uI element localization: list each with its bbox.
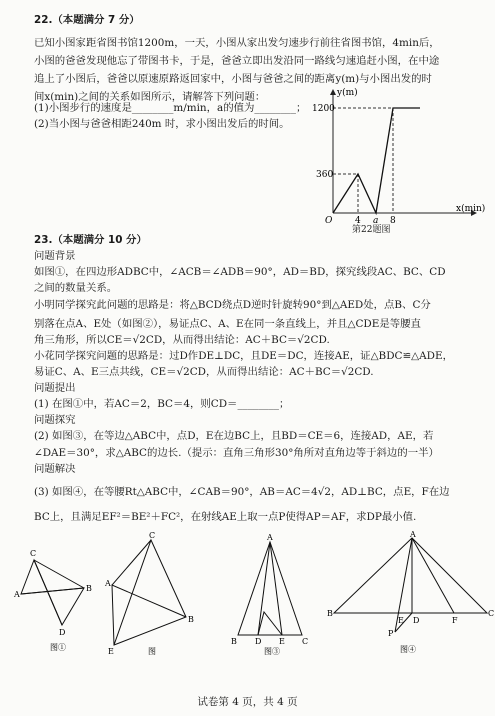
q22-question-1: (1)小图步行的速度是________m/min，a的值为________；: [34, 102, 307, 114]
figure-4: [326, 532, 495, 660]
fig3-segment-ae: [270, 542, 282, 635]
fig2-label-c: C: [149, 531, 156, 540]
fig4-label-e: E: [398, 616, 404, 625]
q22-line-4: 间x(min)之间的关系如图所示，请解答下列问题：: [34, 91, 266, 103]
fig3-triangle: [238, 542, 302, 635]
fig1-quadrilateral: [21, 560, 84, 625]
q23-bg-line-1: 如图①，在四边形ADBC中，∠ACB＝∠ADB＝90°，AD＝BD，探究线段AC、BC、CD: [34, 266, 446, 278]
fig1-label-d: D: [59, 628, 66, 637]
fig2-label-e: E: [108, 647, 114, 656]
q23-bg-line-6: 小花同学探究问题的思路是：过D作DE⊥DC，且DE＝DC，连接AE，证△BDC≌△ADE，: [34, 350, 453, 362]
x-tick-4: 4: [355, 216, 361, 226]
q23-subheading-raise: 问题提出: [34, 382, 76, 394]
fig3-label-a: A: [267, 533, 273, 542]
q22-heading: 22.（本题满分 7 分）: [34, 14, 140, 26]
fig4-label-a: A: [410, 530, 416, 539]
x-tick-a: a: [373, 216, 379, 226]
figure-2: [104, 530, 204, 660]
q23-part-1: (1) 在图①中，若AC＝2，BC＝4，则CD＝________；: [34, 398, 290, 410]
q23-bg-line-7: 易证C、A、E三点共线，CE＝√2CD，从而得出结论：AC＋BC＝√2CD.: [34, 366, 374, 378]
q22-figure-caption: 第22题图: [352, 225, 391, 235]
fig2-caption: 图: [148, 647, 156, 656]
fig3-caption: 图③: [264, 647, 280, 656]
fig3-label-e: E: [279, 637, 285, 646]
fig4-label-c: C: [488, 609, 495, 618]
distance-curve: [333, 108, 420, 213]
q22-question-2: (2)当小图与爸爸相距240m 时，求小图出发后的时间。: [34, 118, 290, 130]
fig4-label-d: D: [413, 616, 420, 625]
q22-graph: [312, 82, 495, 242]
fig3-label-d: D: [255, 637, 262, 646]
y-tick-360: 360: [316, 170, 334, 180]
page-footer: 试卷第 4 页，共 4 页: [197, 696, 298, 708]
figure-1: [14, 538, 104, 658]
fig1-side-cb: [34, 560, 84, 588]
q23-subheading-explore: 问题探究: [34, 414, 76, 426]
figure-3: [230, 530, 310, 660]
x-tick-8: 8: [390, 216, 396, 226]
q23-part-3-line-2: BC上，且满足EF²＝BE²＋FC²，在射线AE上取一点P使得AP＝AF，求DP最小值.: [34, 511, 417, 523]
fig2-lines: [112, 540, 186, 645]
fig4-label-f: F: [452, 616, 458, 625]
q22-line-1: 已知小图家距省图书馆1200m，一天，小图从家出发匀速步行前往省图书馆，4min后，: [34, 37, 440, 49]
fig4-caption: 图④: [400, 645, 416, 654]
y-axis-label: y(m): [337, 88, 358, 98]
q23-bg-line-5: 角三角形，所以CE＝√2CD，从而得出结论：AC＋BC＝√2CD.: [34, 334, 330, 346]
fig3-inner-lines: [258, 612, 282, 635]
fig4-label-b: B: [327, 609, 333, 618]
q23-bg-line-4: 别落在点A、E处（如图②），易证点C、A、E在同一条直线上，并且△CDE是等腰直: [34, 318, 421, 330]
q22-line-3: 追上了小图后，爸爸以原速原路返回家中，小图与爸爸之间的距离y(m)与小图出发的时: [34, 73, 432, 85]
fig3-label-b: B: [231, 637, 237, 646]
fig3-segment-ad: [258, 542, 270, 635]
fig4-label-p: P: [388, 629, 394, 638]
fig2-label-a: A: [105, 579, 111, 588]
q23-subheading-solve: 问题解决: [34, 463, 76, 475]
fig4-triangle: [334, 538, 487, 613]
q23-subheading-background: 问题背景: [34, 250, 76, 262]
fig1-diagonal-ab: [21, 588, 84, 594]
q23-part-3-line-1: (3) 如图④，在等腰Rt△ABC中，∠CAB＝90°，AB＝AC＝4√2，AD⊥BC，点E，F在边: [34, 486, 450, 498]
fig4-segment-af: [412, 538, 454, 613]
q23-bg-line-3: 小明同学探究此问题的思路是：将△BCD绕点D逆时针旋转90°到△AED处，点B、C分: [34, 299, 431, 311]
fig2-label-b: B: [188, 615, 194, 624]
q23-heading: 23.（本题满分 10 分）: [34, 234, 147, 246]
q23-bg-line-2: 之间的数量关系。: [34, 282, 118, 294]
q23-part-2-line-2: ∠DAE＝30°，求△ABC的边长.（提示：直角三角形30°角所对直角边等于斜边的一半）: [34, 447, 439, 459]
q23-part-2-line-1: (2) 如图③，在等边△ABC中，点D，E在边BC上，且BD＝CE＝6，连接AD，AE，若: [34, 430, 434, 442]
q22-line-2: 小图的爸爸发现他忘了带图书卡，于是，爸爸立即出发沿同一路线匀速追赶小图，在中途: [34, 55, 440, 67]
y-tick-1200: 1200: [312, 104, 335, 114]
fig3-label-c: C: [302, 637, 309, 646]
x-axis-label: x(min): [456, 204, 486, 214]
fig1-label-c: C: [30, 549, 37, 558]
fig1-caption: 图①: [50, 643, 66, 652]
fig1-label-a: A: [14, 590, 20, 599]
fig1-label-b: B: [86, 584, 92, 593]
origin-label: O: [325, 216, 333, 226]
